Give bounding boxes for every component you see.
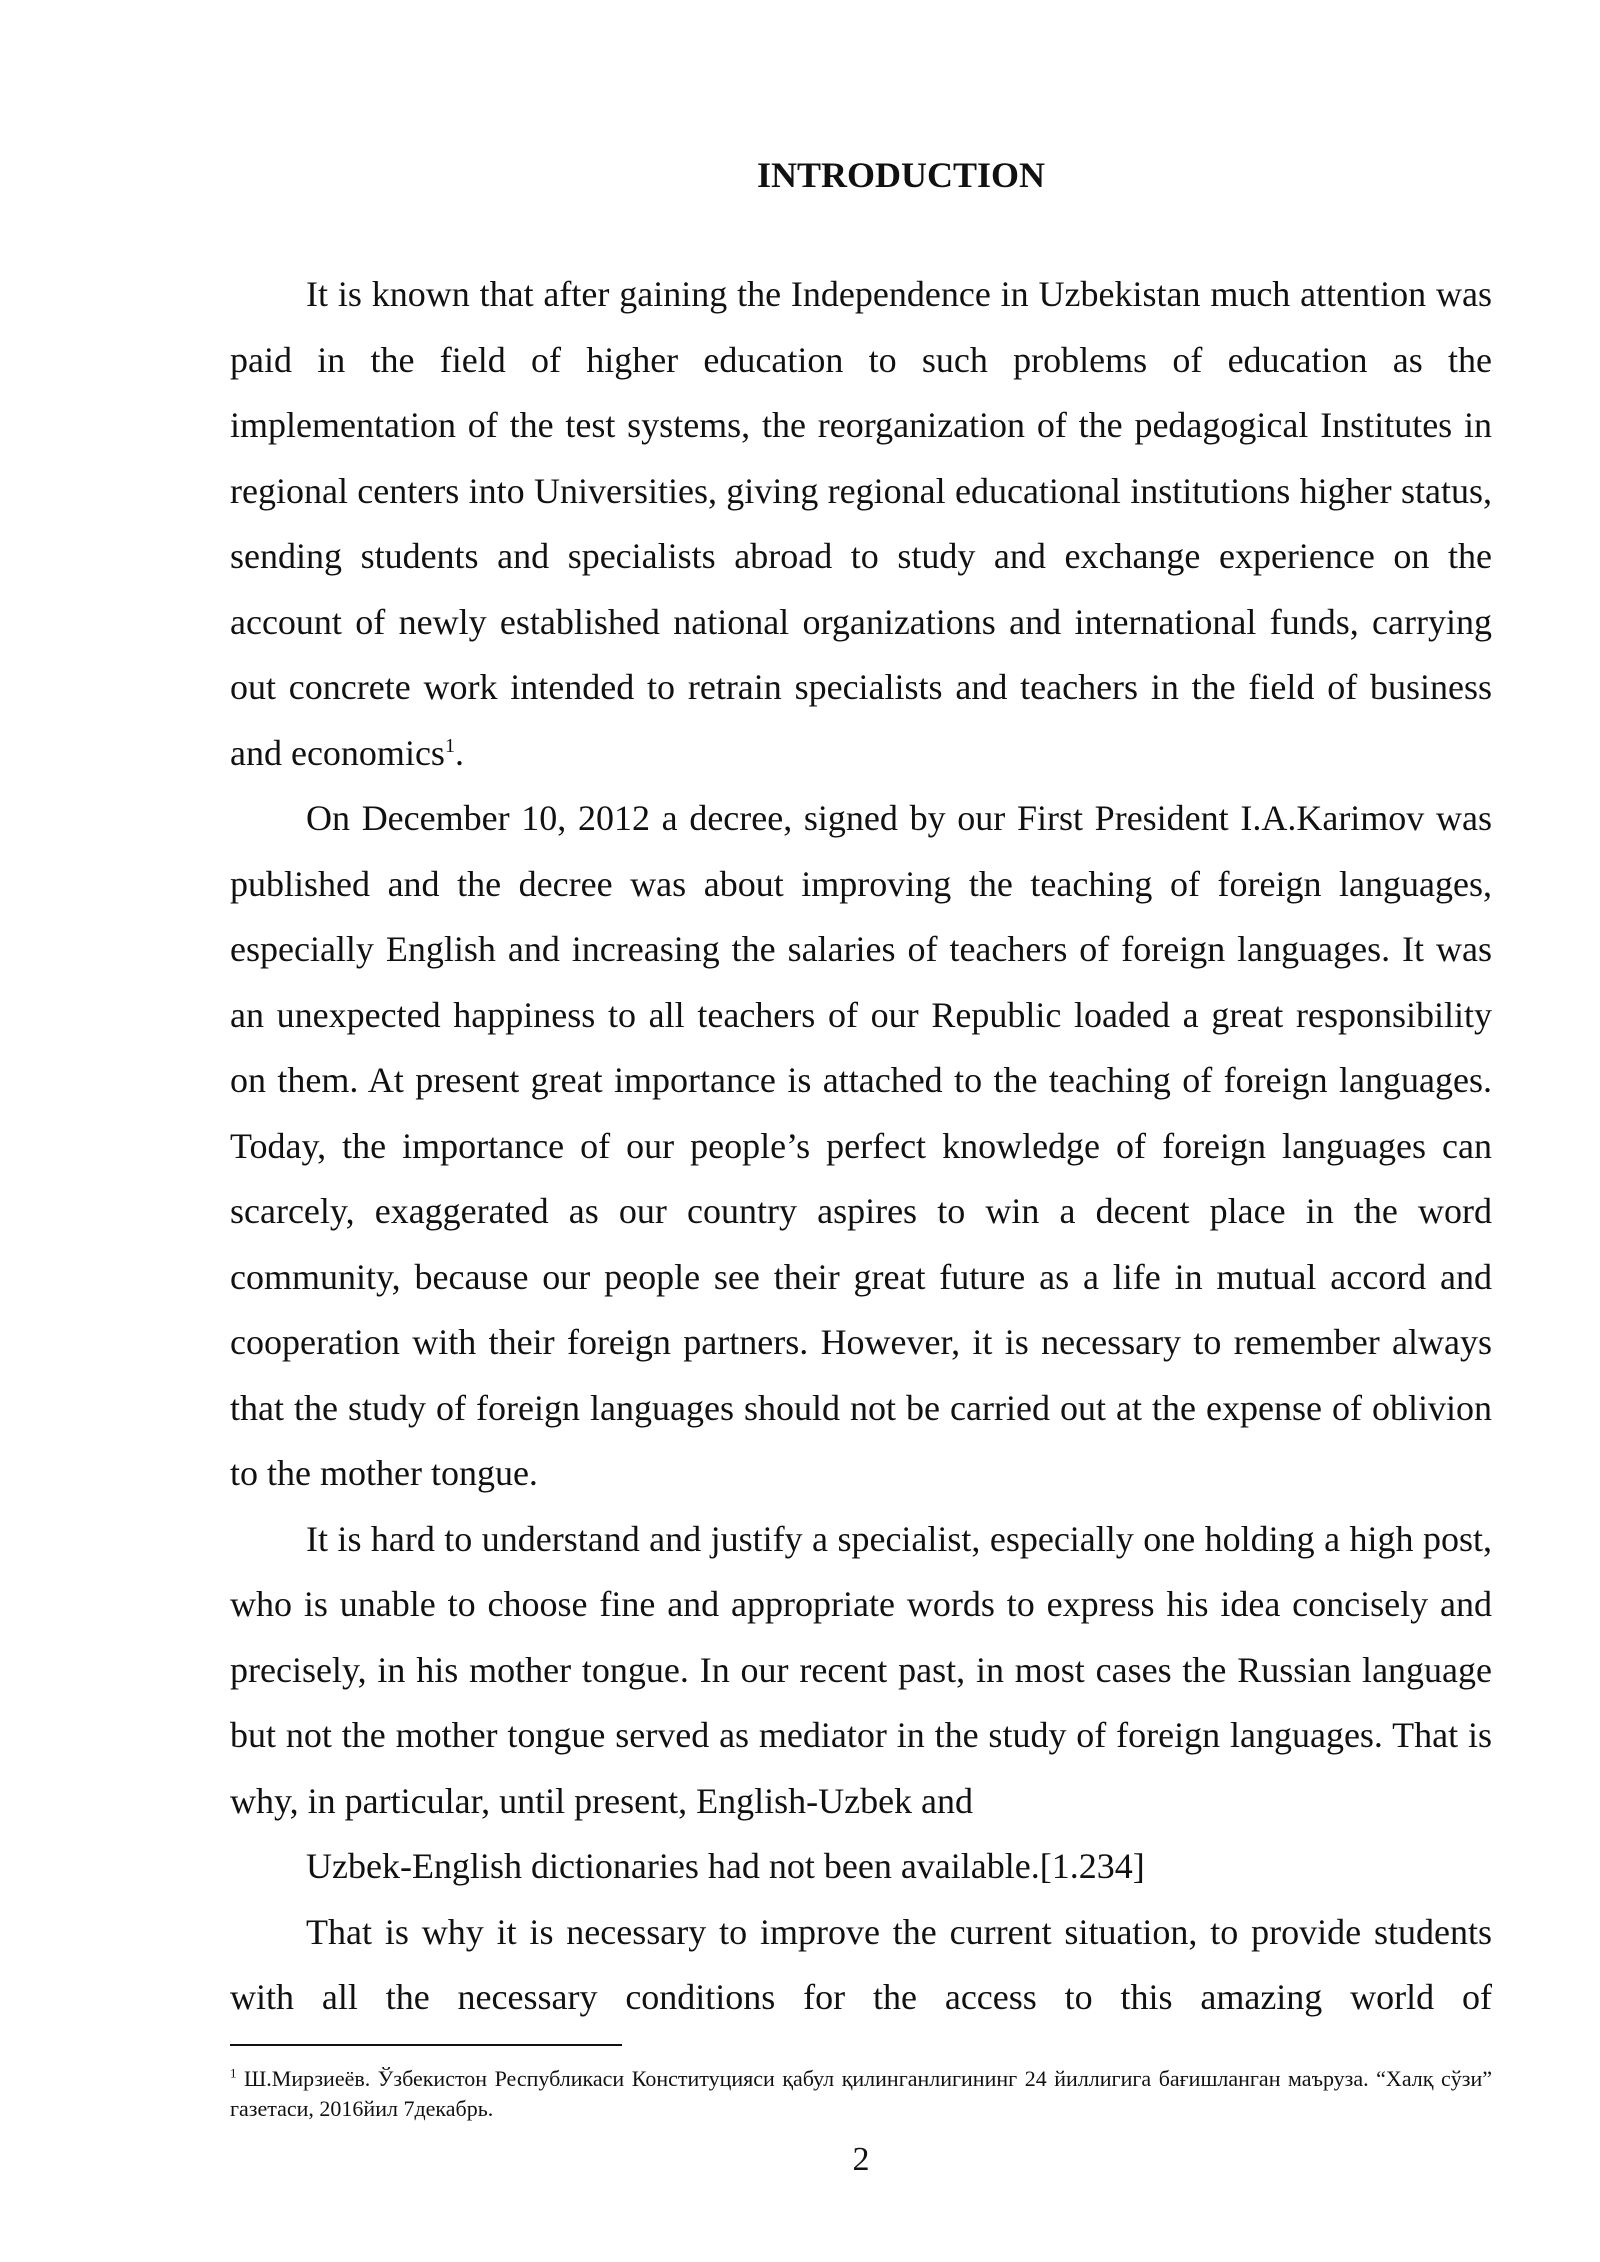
paragraph-1-text: It is known that after gaining the Independence in Uzbekistan much attention was paid in the field of higher education to such problems of education as the implementation of the test systems, the reorganization of the pedagogical Institutes in regional centers into Universities, giving regional educational institutions higher status, sending students and specialists abroad to study and exchange experience on the account of newly established national organizations and international funds, carrying out concrete work intended to retrain specialists and teachers in the field of business and economics: [230, 274, 1492, 773]
paragraph-1: [230, 262, 1492, 786]
paragraph-4: Uzbek-English dictionaries had not been available.[1.234]: [306, 1846, 1145, 1886]
page-title: INTRODUCTION: [756, 155, 1046, 195]
body-text: [230, 262, 1492, 2031]
footnote-separator: [230, 2044, 622, 2046]
footnote: [230, 2064, 1492, 2124]
paragraph-2: On December 10, 2012 a decree, signed by our First President I.A.Karimov was published and the decree was about improving the teaching of foreign languages, especially English and increasing the salaries of teachers of foreign languages. It was an unexpected happiness to all teachers of our Republic loaded a great responsibility on them. At present great importance is attached to the teaching of foreign languages. Today, the importance of our people’s perfect knowledge of foreign languages can scarcely, exaggerated as our country aspires to win a decent place in the word community, because our people see their great future as a life in mutual accord and cooperation with their foreign partners. However, it is necessary to remember always that the study of foreign languages should not be carried out at the expense of oblivion to the mother tongue.: [230, 798, 1492, 1493]
paragraph-1-end: .: [454, 732, 464, 773]
paragraph-5: That is why it is necessary to improve the current situation, to provide students with all the necessary conditions for the access to this amazing world of: [230, 1911, 1492, 2017]
footnote-text: Ш.Мирзиеёв. Ўзбекистон Республикаси Конституцияси қабул қилинганлигининг 24 йиллигига бағишланган маъруза. “Халқ сўзи” газетаси, 2016йил 7декабрь.: [230, 2066, 1492, 2121]
footnote-marker: 1: [230, 2065, 237, 2081]
footnote-reference: 1: [444, 734, 455, 757]
paragraph-3: It is hard to understand and justify a specialist, especially one holding a high post, who is unable to choose fine and appropriate words to express his idea concisely and precisely, in his mother tongue. In our recent past, in most cases the Russian language but not the mother tongue served as mediator in the study of foreign languages. That is why, in particular, until present, English-Uzbek and: [230, 1518, 1492, 1821]
page-number: 2: [852, 2141, 870, 2178]
